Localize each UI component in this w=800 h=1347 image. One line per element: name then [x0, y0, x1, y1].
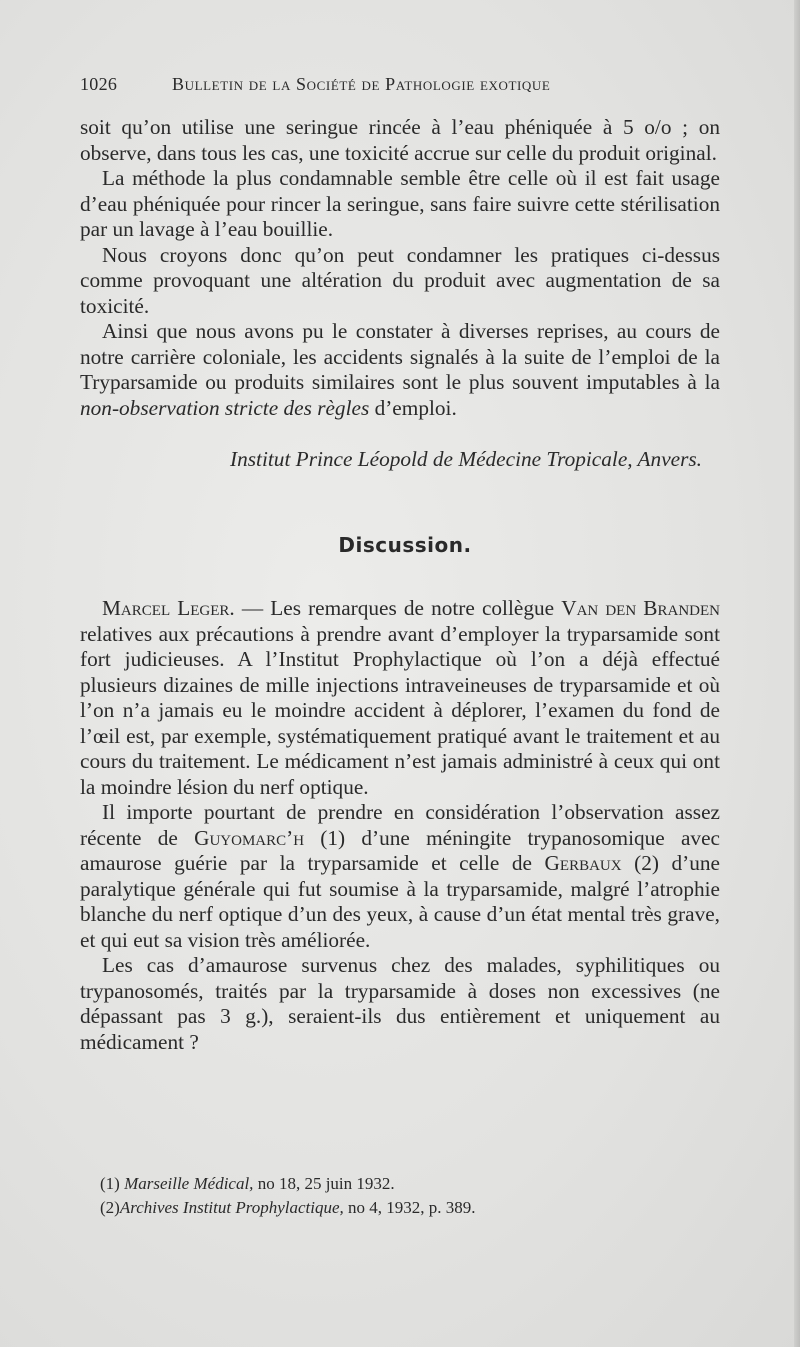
- footnote-1-details: no 18, 25 juin 1932.: [257, 1174, 395, 1193]
- paragraph-2: La méthode la plus condamnable semble être celle où il est fait usage d’eau phéniquée pour rincer la seringue, sans faire suivre cette stérilisation par un lavage à l’eau bouillie.: [80, 166, 720, 241]
- paragraph-4-emphasis: non-observation stricte des règles: [80, 395, 370, 420]
- running-header: [80, 74, 720, 95]
- page-number: 1026: [80, 74, 118, 94]
- discussion-heading: Discussion.: [338, 532, 472, 557]
- footnote-2-number: (2): [100, 1198, 120, 1217]
- footnote-1-title: Marseille Médical,: [124, 1174, 254, 1193]
- paragraph-4-text-a: Ainsi que nous avons pu le constater à diverses reprises, au cours de notre carrière coloniale, les accidents signalés à la suite de l’emploi de la Tryparsamide ou produits similaires sont le plus souvent imputables à la: [80, 319, 720, 394]
- discussion-2-text-a: Il importe pourtant de prendre en considération l’observation assez récente de: [80, 800, 720, 850]
- discussion-1-text-a: Les remarques de notre collègue: [270, 596, 555, 620]
- em-dash: —: [241, 596, 264, 620]
- footnote-2: [100, 1196, 720, 1220]
- paragraph-3: Nous croyons donc qu’on peut condamner les pratiques ci-dessus comme provoquant une altération du produit avec augmentation de sa toxicité.: [80, 242, 720, 318]
- discussion-paragraph-3: Les cas d’amaurose survenus chez des malades, syphilitiques ou trypanosomés, traités par la tryparsamide à doses non excessives (ne dépassant pas 3 g.), seraient-ils dus entièrement et uniquement au médicament ?: [80, 953, 720, 1054]
- paragraph-4-text-b: d’emploi.: [374, 395, 457, 420]
- journal-title: Bulletin de la Société de Pathologie exotique: [172, 74, 551, 94]
- footnotes: [100, 1172, 720, 1220]
- footnote-2-title: Archives Institut Prophylactique,: [119, 1198, 344, 1217]
- footnote-1-number: (1): [100, 1174, 120, 1193]
- article-body: [80, 115, 720, 1055]
- discussion-2-text-c: (2) d’une paralytique générale qui fut soumise à la tryparsamide, malgré l’atrophie blanche du nerf optique d’un des yeux, à cause d’un état mental très grave, et qui eut sa vision très améliorée.: [80, 851, 721, 952]
- page-edge-shadow: [794, 0, 800, 1347]
- discussion-paragraph-1: [80, 596, 720, 800]
- author-name-gerbaux: Gerbaux: [544, 851, 622, 875]
- footnote-1: [100, 1172, 720, 1196]
- speaker-name: Marcel Leger.: [102, 596, 235, 620]
- footnote-2-details: no 4, 1932, p. 389.: [348, 1198, 476, 1217]
- paragraph-1: soit qu’on utilise une seringue rincée à l’eau phéniquée à 5 o/o ; on observe, dans tous les cas, une toxicité accrue sur celle du produit original.: [80, 115, 720, 165]
- paragraph-4: [80, 319, 720, 421]
- discussion-paragraph-2: [80, 800, 720, 953]
- author-name-van-den-branden: Van den Branden: [561, 596, 720, 620]
- discussion-2-text-b: (1) d’une méningite trypanosomique avec amaurose guérie par la tryparsamide et celle de: [80, 825, 720, 875]
- discussion-1-text-b: relatives aux précautions à prendre avant d’employer la tryparsamide sont fort judicieuses. A l’Institut Prophylactique où l’on a déjà effectué plusieurs dizaines de mille injections intraveineuses de tryparsamide et où l’on n’a jamais eu le moindre accident à déplorer, l’examen du fond de l’œil est, par exemple, systématiquement pratiqué avant le traitement et au cours du traitement. Le médicament n’est jamais administré à ceux qui ont la moindre lésion du nerf optique.: [80, 621, 720, 799]
- author-name-guyomarch: Guyomarc’h: [194, 825, 305, 850]
- institution-signature: Institut Prince Léopold de Médecine Tropicale, Anvers.: [230, 447, 702, 471]
